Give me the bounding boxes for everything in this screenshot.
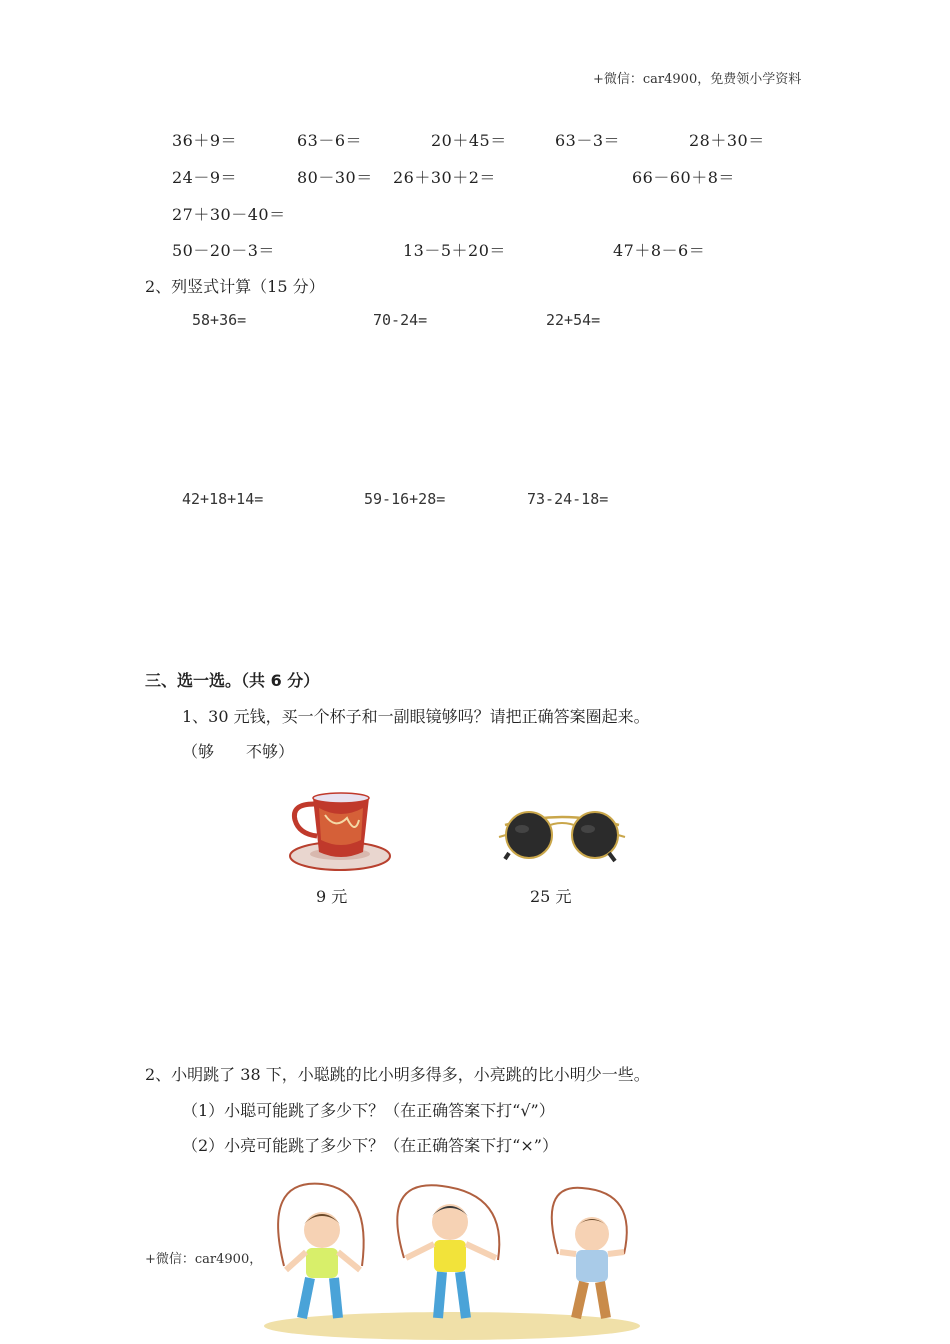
oral-equation: 20＋45＝ [431,131,507,150]
teacup-image [285,790,395,880]
section-three-title: 三、选一选。（共 6 分） [145,671,320,690]
vertical-equation: 73-24-18= [527,490,609,508]
question-two-text: 2、小明跳了 38 下，小聪跳的比小明多得多，小亮跳的比小明少一些。 [145,1065,650,1084]
question-two-sub2: （2）小亮可能跳了多少下？（在正确答案下打“×”） [182,1136,558,1155]
vertical-equation: 22+54= [546,311,601,329]
oral-equation: 13－5＋20＝ [403,241,506,260]
kid-two [397,1185,499,1318]
question-two-sub1: （1）小聪可能跳了多少下？（在正确答案下打“√”） [182,1101,555,1120]
oral-equation: 80－30＝ [297,168,373,187]
kid-three [552,1188,627,1318]
teacup-price: 9 元 [316,887,348,906]
vertical-equation: 70-24= [373,311,428,329]
header-watermark: +微信：car4900，免费领小学资料 [593,72,802,87]
oral-equation: 28＋30＝ [689,131,765,150]
oral-equation: 50－20－3＝ [172,241,275,260]
kid-one [278,1184,364,1318]
oral-equation: 24－9＝ [172,168,238,187]
oral-equation: 47＋8－6＝ [613,241,706,260]
footer-watermark: +微信：car4900， [145,1252,263,1267]
sunglasses-image [497,805,627,865]
question-one-text: 1、30 元钱，买一个杯子和一副眼镜够吗？请把正确答案圈起来。 [182,707,650,726]
vertical-equation: 42+18+14= [182,490,264,508]
oral-equation: 63－6＝ [297,131,363,150]
vertical-equation: 58+36= [192,311,247,329]
vertical-calc-title: 2、列竖式计算（15 分） [145,277,325,296]
vertical-equation: 59-16+28= [364,490,446,508]
sunglasses-price: 25 元 [530,887,572,906]
oral-equation: 63－3＝ [555,131,621,150]
jump-rope-kids-image [262,1178,642,1344]
oral-equation: 36＋9＝ [172,131,238,150]
oral-equation: 66－60＋8＝ [632,168,735,187]
oral-equation: 27＋30－40＝ [172,205,286,224]
oral-equation: 26＋30＋2＝ [393,168,496,187]
question-one-options: （够 不够） [182,742,295,761]
